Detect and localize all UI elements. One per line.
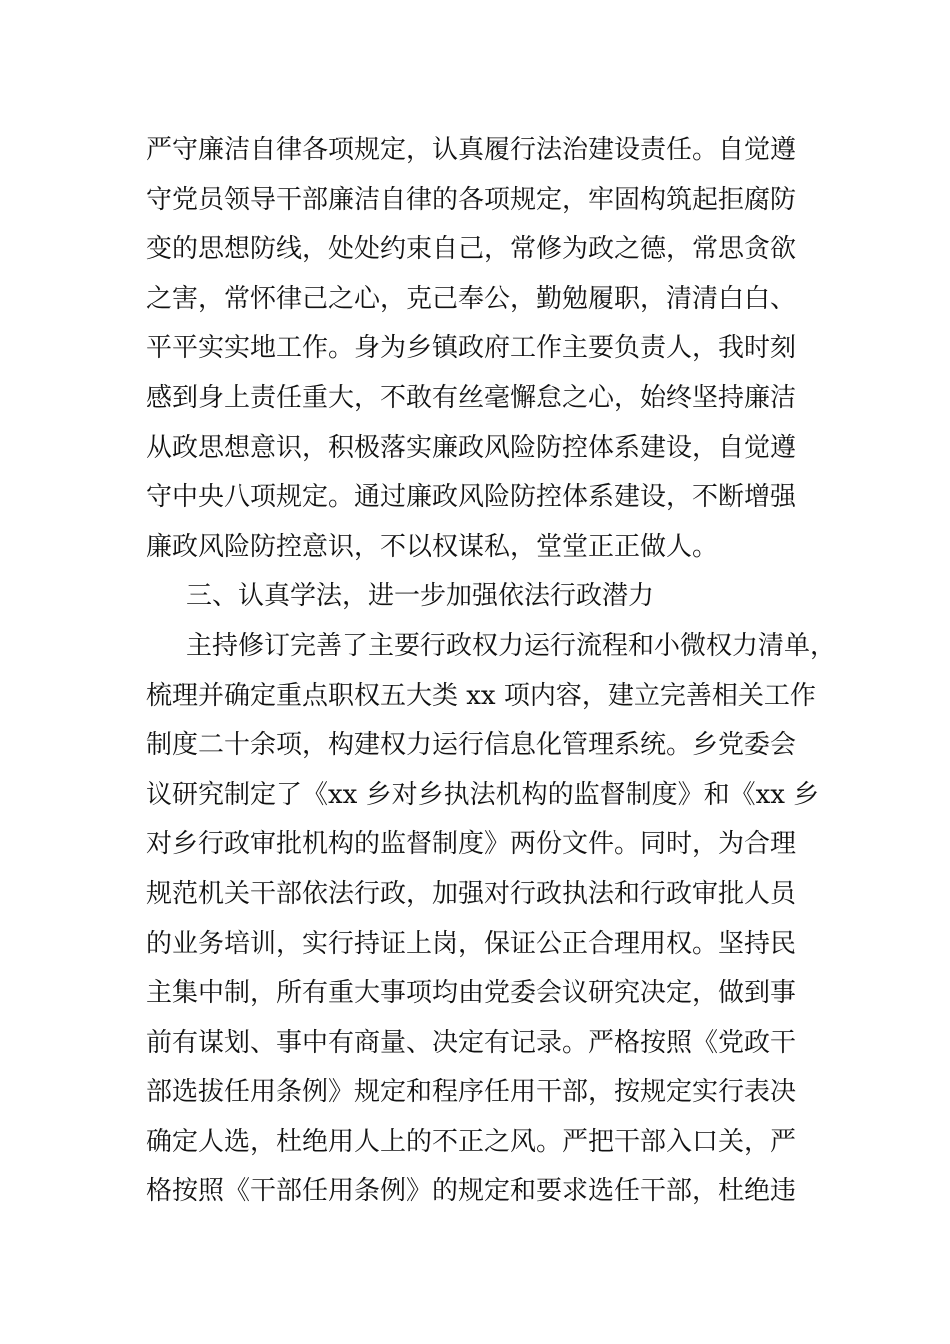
text-line: 梳理并确定重点职权五大类 xx 项内容，建立完善相关工作	[146, 680, 816, 711]
text-line: 守党员领导干部廉洁自律的各项规定，牢固构筑起拒腐防	[146, 184, 797, 215]
text-line: 之害，常怀律己之心，克己奉公，勤勉履职，清清白白、	[146, 283, 797, 314]
paragraph-2	[146, 622, 837, 1217]
section-heading: 三、认真学法，进一步加强依法行政潜力	[186, 581, 655, 612]
text-line: 制度二十余项，构建权力运行信息化管理系统。乡党委会	[146, 730, 797, 761]
text-line: 规范机关干部依法行政，加强对行政执法和行政审批人员	[146, 878, 797, 909]
text-line: 平平实实地工作。身为乡镇政府工作主要负责人，我时刻	[146, 333, 797, 364]
document-body	[146, 126, 837, 1217]
text-line: 的业务培训，实行持证上岗，保证公正合理用权。坚持民	[146, 928, 797, 959]
text-line: 格按照《干部任用条例》的规定和要求选任干部，杜绝违	[146, 1176, 797, 1207]
text-line: 部选拔任用条例》规定和程序任用干部，按规定实行表决	[146, 1077, 797, 1108]
text-line: 严守廉洁自律各项规定，认真履行法治建设责任。自觉遵	[146, 135, 797, 165]
paragraph-1	[146, 126, 818, 572]
text-line: 前有谋划、事中有商量、决定有记录。严格按照《党政干	[146, 1027, 797, 1058]
text-line: 守中央八项规定。通过廉政风险防控体系建设，不断增强	[146, 482, 797, 513]
text-line: 确定人选，杜绝用人上的不正之风。严把干部入口关，严	[146, 1126, 797, 1157]
text-line: 主持修订完善了主要行政权力运行流程和小微权力清单，	[186, 630, 837, 661]
text-line: 变的思想防线，处处约束自己，常修为政之德，常思贪欲	[146, 234, 797, 265]
text-line: 议研究制定了《xx 乡对乡执法机构的监督制度》和《xx 乡	[146, 779, 820, 810]
text-line: 对乡行政审批机构的监督制度》两份文件。同时，为合理	[146, 829, 797, 860]
text-line: 廉政风险防控意识，不以权谋私，堂堂正正做人。	[146, 531, 719, 562]
text-line: 主集中制，所有重大事项均由党委会议研究决定，做到事	[146, 978, 797, 1009]
text-line: 从政思想意识，积极落实廉政风险防控体系建设，自觉遵	[146, 432, 797, 463]
text-line: 感到身上责任重大，不敢有丝毫懈怠之心，始终坚持廉洁	[146, 382, 797, 413]
